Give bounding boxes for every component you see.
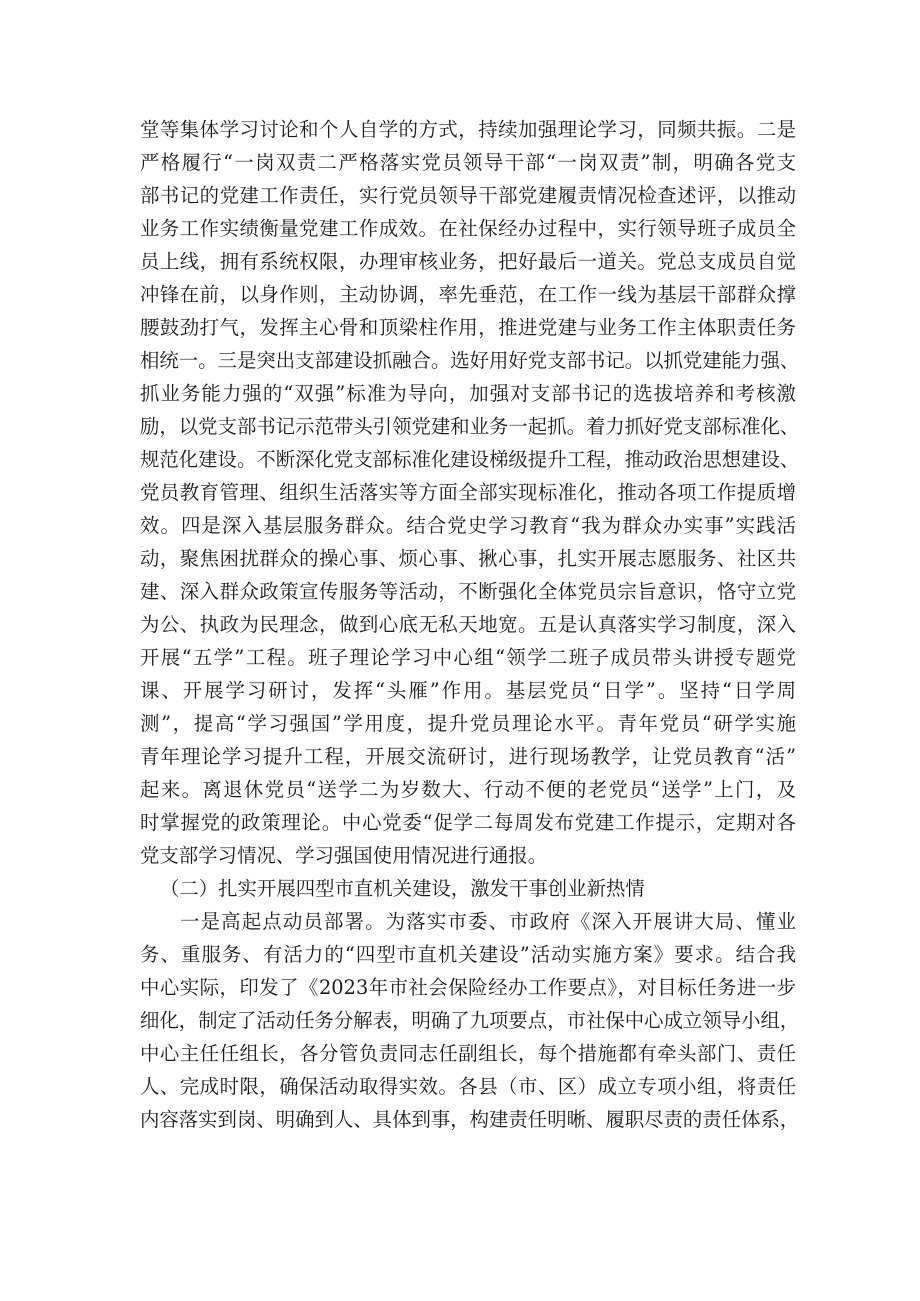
text-line: 抓业务能力强的“双强”标准为导向，加强对支部书记的选拔培养和考核激: [140, 382, 796, 405]
text-line: 建、深入群众政策宣传服务等活动，不断强化全体党员宗旨意识，恪守立党: [140, 580, 796, 603]
text-line: 为公、执政为民理念，做到心底无私天地宽。五是认真落实学习制度，深入: [140, 613, 796, 636]
text-line: 细化，制定了活动任务分解表，明确了九项要点，市社保中心成立领导小组，: [140, 1009, 800, 1032]
text-line: 中心实际，印发了《2023年市社会保险经办工作要点》，对目标任务进一步: [140, 976, 796, 999]
text-line: 党员教育管理、组织生活落实等方面全部实现标准化，推动各项工作提质增: [140, 481, 796, 504]
text-line: 动，聚焦困扰群众的操心事、烦心事、揪心事，扎实开展志愿服务、社区共: [140, 547, 796, 570]
text-line: 内容落实到岗、明确到人、具体到事，构建责任明晰、履职尽责的责任体系，: [140, 1108, 800, 1131]
text-line: 堂等集体学习讨论和个人自学的方式，持续加强理论学习，同频共振。二是: [140, 118, 796, 141]
text-line: 腰鼓劲打气，发挥主心骨和顶梁柱作用，推进党建与业务工作主体职责任务: [140, 316, 796, 339]
body-text: [140, 113, 800, 1136]
text-line: 业务工作实绩衡量党建工作成效。在社保经办过程中，实行领导班子成员全: [140, 217, 796, 240]
text-line: 中心主任任组长，各分管负责同志任副组长，每个措施都有牵头部门、责任: [140, 1042, 796, 1065]
text-line: 务、重服务、有活力的“四型市直机关建设”活动实施方案》要求。结合我: [140, 943, 796, 966]
text-line: 相统一。三是突出支部建设抓融合。选好用好党支部书记。以抓党建能力强、: [140, 349, 800, 372]
text-line: 开展“五学”工程。班子理论学习中心组“领学二班子成员带头讲授专题党: [140, 646, 796, 669]
text-line: 员上线，拥有系统权限，办理审核业务，把好最后一道关。党总支成员自觉: [140, 250, 796, 273]
text-line: 起来。离退休党员“送学二为岁数大、行动不便的老党员“送学”上门，及: [140, 778, 796, 801]
text-line: 青年理论学习提升工程，开展交流研讨，进行现场教学，让党员教育“活”: [140, 745, 796, 768]
text-line: 一是高起点动员部署。为落实市委、市政府《深入开展讲大局、懂业: [180, 910, 796, 933]
text-line: 时掌握党的政策理论。中心党委“促学二每周发布党建工作提示，定期对各: [140, 811, 796, 834]
text-line: 部书记的党建工作责任，实行党员领导干部党建履责情况检查述评，以推动: [140, 184, 796, 207]
text-line: 效。四是深入基层服务群众。结合党史学习教育“我为群众办实事”实践活: [140, 514, 796, 537]
section-heading: （二）扎实开展四型市直机关建设，激发干事创业新热情: [160, 877, 645, 900]
text-line: 规范化建设。不断深化党支部标准化建设梯级提升工程，推动政治思想建设、: [140, 448, 800, 471]
text-line: 党支部学习情况、学习强国使用情况进行通报。: [140, 844, 548, 867]
text-line: 冲锋在前，以身作则，主动协调，率先垂范，在工作一线为基层干部群众撑: [140, 283, 796, 306]
text-line: 人、完成时限，确保活动取得实效。各县（市、区）成立专项小组，将责任: [140, 1075, 796, 1098]
text-line: 课、开展学习研讨，发挥“头雁”作用。基层党员“日学”。坚持“日学周: [140, 679, 796, 702]
text-line: 测”，提高“学习强国”学用度，提升党员理论水平。青年党员“研学实施: [140, 712, 796, 735]
text-line: 励，以党支部书记示范带头引领党建和业务一起抓。着力抓好党支部标准化、: [140, 415, 800, 438]
text-line: 严格履行“一岗双责二严格落实党员领导干部“一岗双责”制，明确各党支: [140, 151, 796, 174]
